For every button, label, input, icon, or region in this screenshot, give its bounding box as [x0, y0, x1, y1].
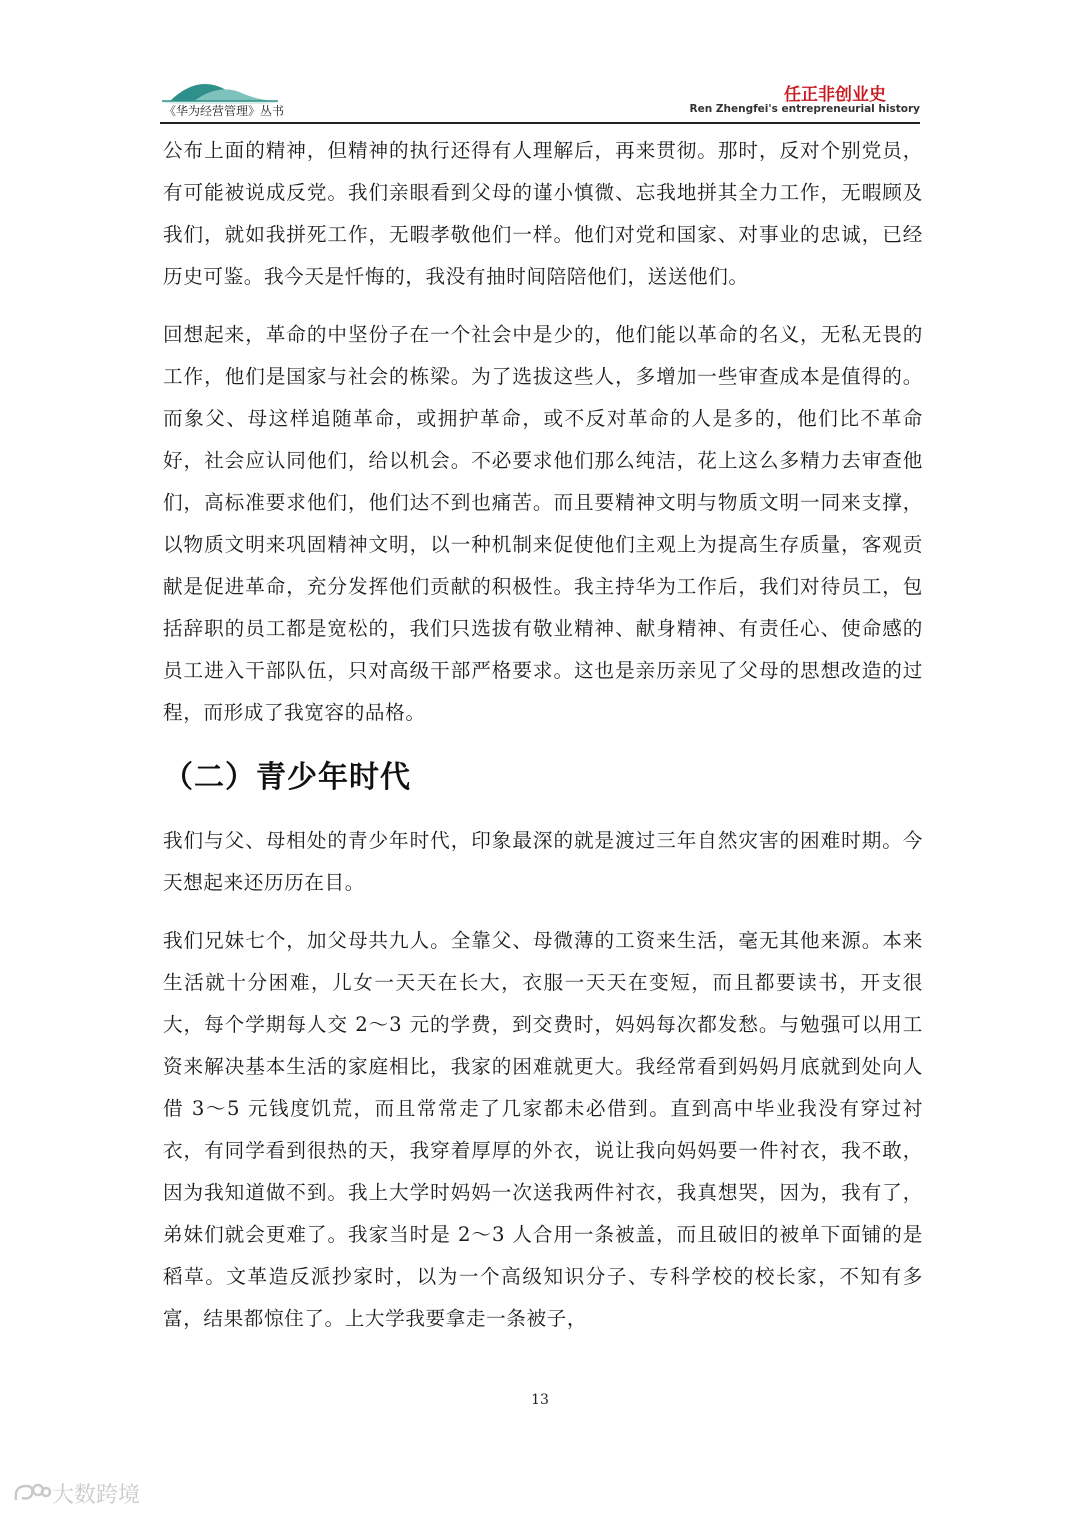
watermark-text: 大数跨境 [52, 1482, 141, 1508]
page-number: 13 [531, 1392, 549, 1408]
brand-title-cn: 任正非创业史 [784, 85, 886, 105]
page-header [160, 70, 920, 124]
header-divider [160, 122, 920, 124]
brand-title-en: Ren Zhengfei's entrepreneurial history [689, 103, 920, 115]
paragraph-gap [163, 298, 923, 314]
page-body [163, 130, 923, 1340]
body-paragraph: 回想起来，革命的中坚份子在一个社会中是少的，他们能以革命的名义，无私无畏的工作，他们是国家与社会的栋梁。为了选拔这些人，多增加一些审查成本是值得的。而象父、母这样追随革命，或拥护革命，或不反对革命的人是多的，他们比不革命好，社会应认同他们，给以机会。不必要求他们那么纯洁，花上这么多精力去审查他们，高标准要求他们，他们达不到也痛苦。而且要精神文明与物质文明一同来支撑，以物质文明来巩固精神文明，以一种机制来促使他们主观上为提高生存质量，客观贡献是促进革命，充分发挥他们贡献的积极性。我主持华为工作后，我们对待员工，包括辞职的员工都是宽松的，我们只选拔有敬业精神、献身精神、有责任心、使命感的员工进入干部队伍，只对高级干部严格要求。这也是亲历亲见了父母的思想改造的过程，而形成了我宽容的品格。 [163, 323, 923, 724]
series-title: 《华为经营管理》丛书 [164, 104, 285, 118]
series-logo-icon [160, 70, 380, 104]
section-heading: （二）青少年时代 [163, 760, 411, 795]
watermark-logo-icon [12, 1480, 52, 1506]
watermark [12, 1478, 140, 1508]
body-paragraph: 公布上面的精神，但精神的执行还得有人理解后，再来贯彻。那时，反对个别党员，有可能被说成反党。我们亲眼看到父母的谨小慎微、忘我地拼其全力工作，无暇顾及我们，就如我拼死工作，无暇孝敬他们一样。他们对党和国家、对事业的忠诚，已经历史可鉴。我今天是忏悔的，我没有抽时间陪陪他们，送送他们。 [163, 139, 923, 288]
body-paragraph: 我们兄妹七个，加父母共九人。全靠父、母微薄的工资来生活，毫无其他来源。本来生活就十分困难，儿女一天天在长大，衣服一天天在变短，而且都要读书，开支很大，每个学期每人交 2～3 元的学费，到交费时，妈妈每次都发愁。与勉强可以用工资来解决基本生活的家庭相比，我家的困难就更大。我经常看到妈妈月底就到处向人借 3～5 元钱度饥荒，而且常常走了几家都未必借到。直到高中毕业我没有穿过衬衣，有同学看到很热的天，我穿着厚厚的外衣，说让我向妈妈要一件衬衣，我不敢，因为我知道做不到。我上大学时妈妈一次送我两件衬衣，我真想哭，因为，我有了，弟妹们就会更难了。我家当时是 2～3 人合用一条被盖，而且破旧的被单下面铺的是稻草。文革造反派抄家时，以为一个高级知识分子、专科学校的校长家，不知有多富，结果都惊住了。上大学我要拿走一条被子， [163, 929, 923, 1330]
paragraph-gap [163, 904, 923, 920]
body-paragraph: 我们与父、母相处的青少年时代，印象最深的就是渡过三年自然灾害的困难时期。今天想起来还历历在目。 [163, 829, 923, 894]
